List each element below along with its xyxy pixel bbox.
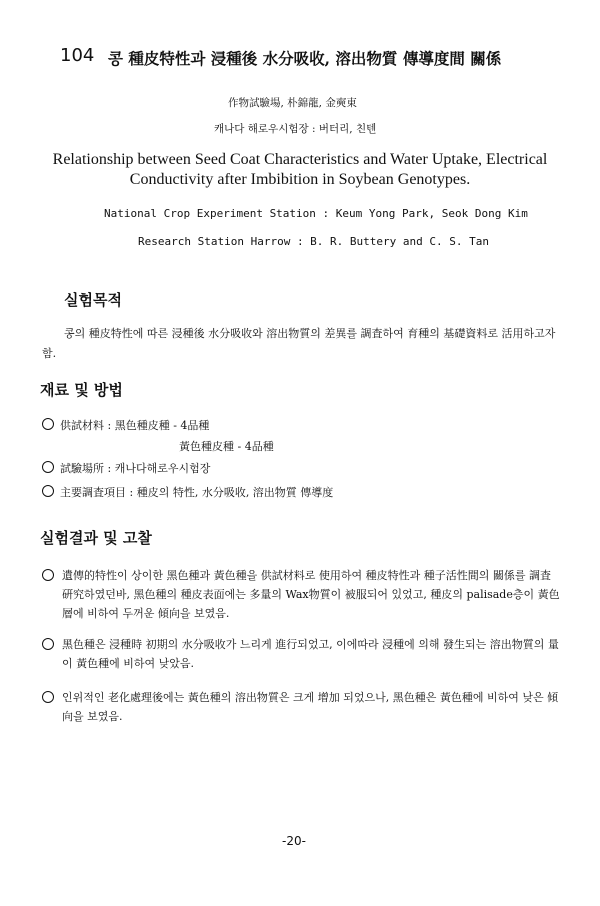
affiliation-english: Research Station Harrow : B. R. Buttery and C. S. Tan	[138, 235, 489, 248]
circle-bullet-icon	[42, 691, 54, 703]
results-paragraph	[42, 688, 562, 726]
section-heading-objective: 실험목적	[64, 291, 122, 309]
section-heading-methods: 재료 및 방법	[40, 381, 123, 399]
results-paragraph-text: 인위적인 老化處理後에는 黃色種의 溶出物質은 크게 增加 되었으나, 黑色種은 黃色種에 비하여 낮은 傾向을 보였음.	[62, 691, 559, 723]
circle-bullet-icon	[42, 638, 54, 650]
results-paragraph-text: 遺傳的特性이 상이한 黑色種과 黃色種을 供試材料로 使用하여 種皮特性과 種子活性間의 關係를 調査 硏究하였던바, 黑色種의 種皮表面에는 多量의 Wax物質이 被服되어 있었고, 種皮의 palisade층이 黃色層에 비하여 두꺼운 傾向을 보였음.	[62, 569, 560, 620]
methods-items	[42, 484, 333, 500]
title-english: Relationship between Seed Coat Characteristics and Water Uptake, Electrical Conductivity after Imbibition in Soybean Genotypes.	[52, 151, 548, 188]
circle-bullet-icon	[42, 569, 54, 581]
methods-items-text: 主要調査項目 : 種皮의 特性, 水分吸收, 溶出物質 傳導度	[60, 486, 334, 499]
page-number: -20-	[282, 834, 306, 848]
section-heading-results: 실험결과 및 고찰	[40, 529, 152, 547]
affiliation-korean: 캐나다 해로우시험장 : 버터리, 친텐	[214, 123, 377, 135]
results-paragraph	[42, 635, 562, 673]
results-paragraph	[42, 566, 562, 623]
methods-site	[42, 460, 210, 476]
authors-korean: 作物試驗場, 朴錦龍, 金奭東	[228, 97, 357, 109]
objective-paragraph: 콩의 種皮特性에 따른 浸種後 水分吸收와 溶出物質의 差異를 調査하여 育種의 基礎資料로 活用하고자 함.	[42, 327, 556, 360]
abstract-number: 104	[60, 45, 95, 66]
authors-english: National Crop Experiment Station : Keum Yong Park, Seok Dong Kim	[104, 207, 528, 220]
title-korean: 콩 種皮特性과 浸種後 水分吸收, 溶出物質 傳導度間 關係	[108, 49, 502, 68]
circle-bullet-icon	[42, 485, 54, 497]
circle-bullet-icon	[42, 461, 54, 473]
circle-bullet-icon	[42, 418, 54, 430]
methods-materials-second: 黃色種皮種 - 4品種	[179, 440, 274, 453]
methods-site-text: 試驗場所 : 캐나다해로우시험장	[60, 462, 211, 475]
methods-materials	[42, 417, 209, 433]
methods-materials-text: 供試材料 : 黑色種皮種 - 4品種	[60, 419, 210, 432]
results-paragraph-text: 黑色種은 浸種時 初期의 水分吸收가 느리게 進行되었고, 이에따라 浸種에 의해 發生되는 溶出物質의 量이 黃色種에 비하여 낮았음.	[62, 638, 559, 670]
